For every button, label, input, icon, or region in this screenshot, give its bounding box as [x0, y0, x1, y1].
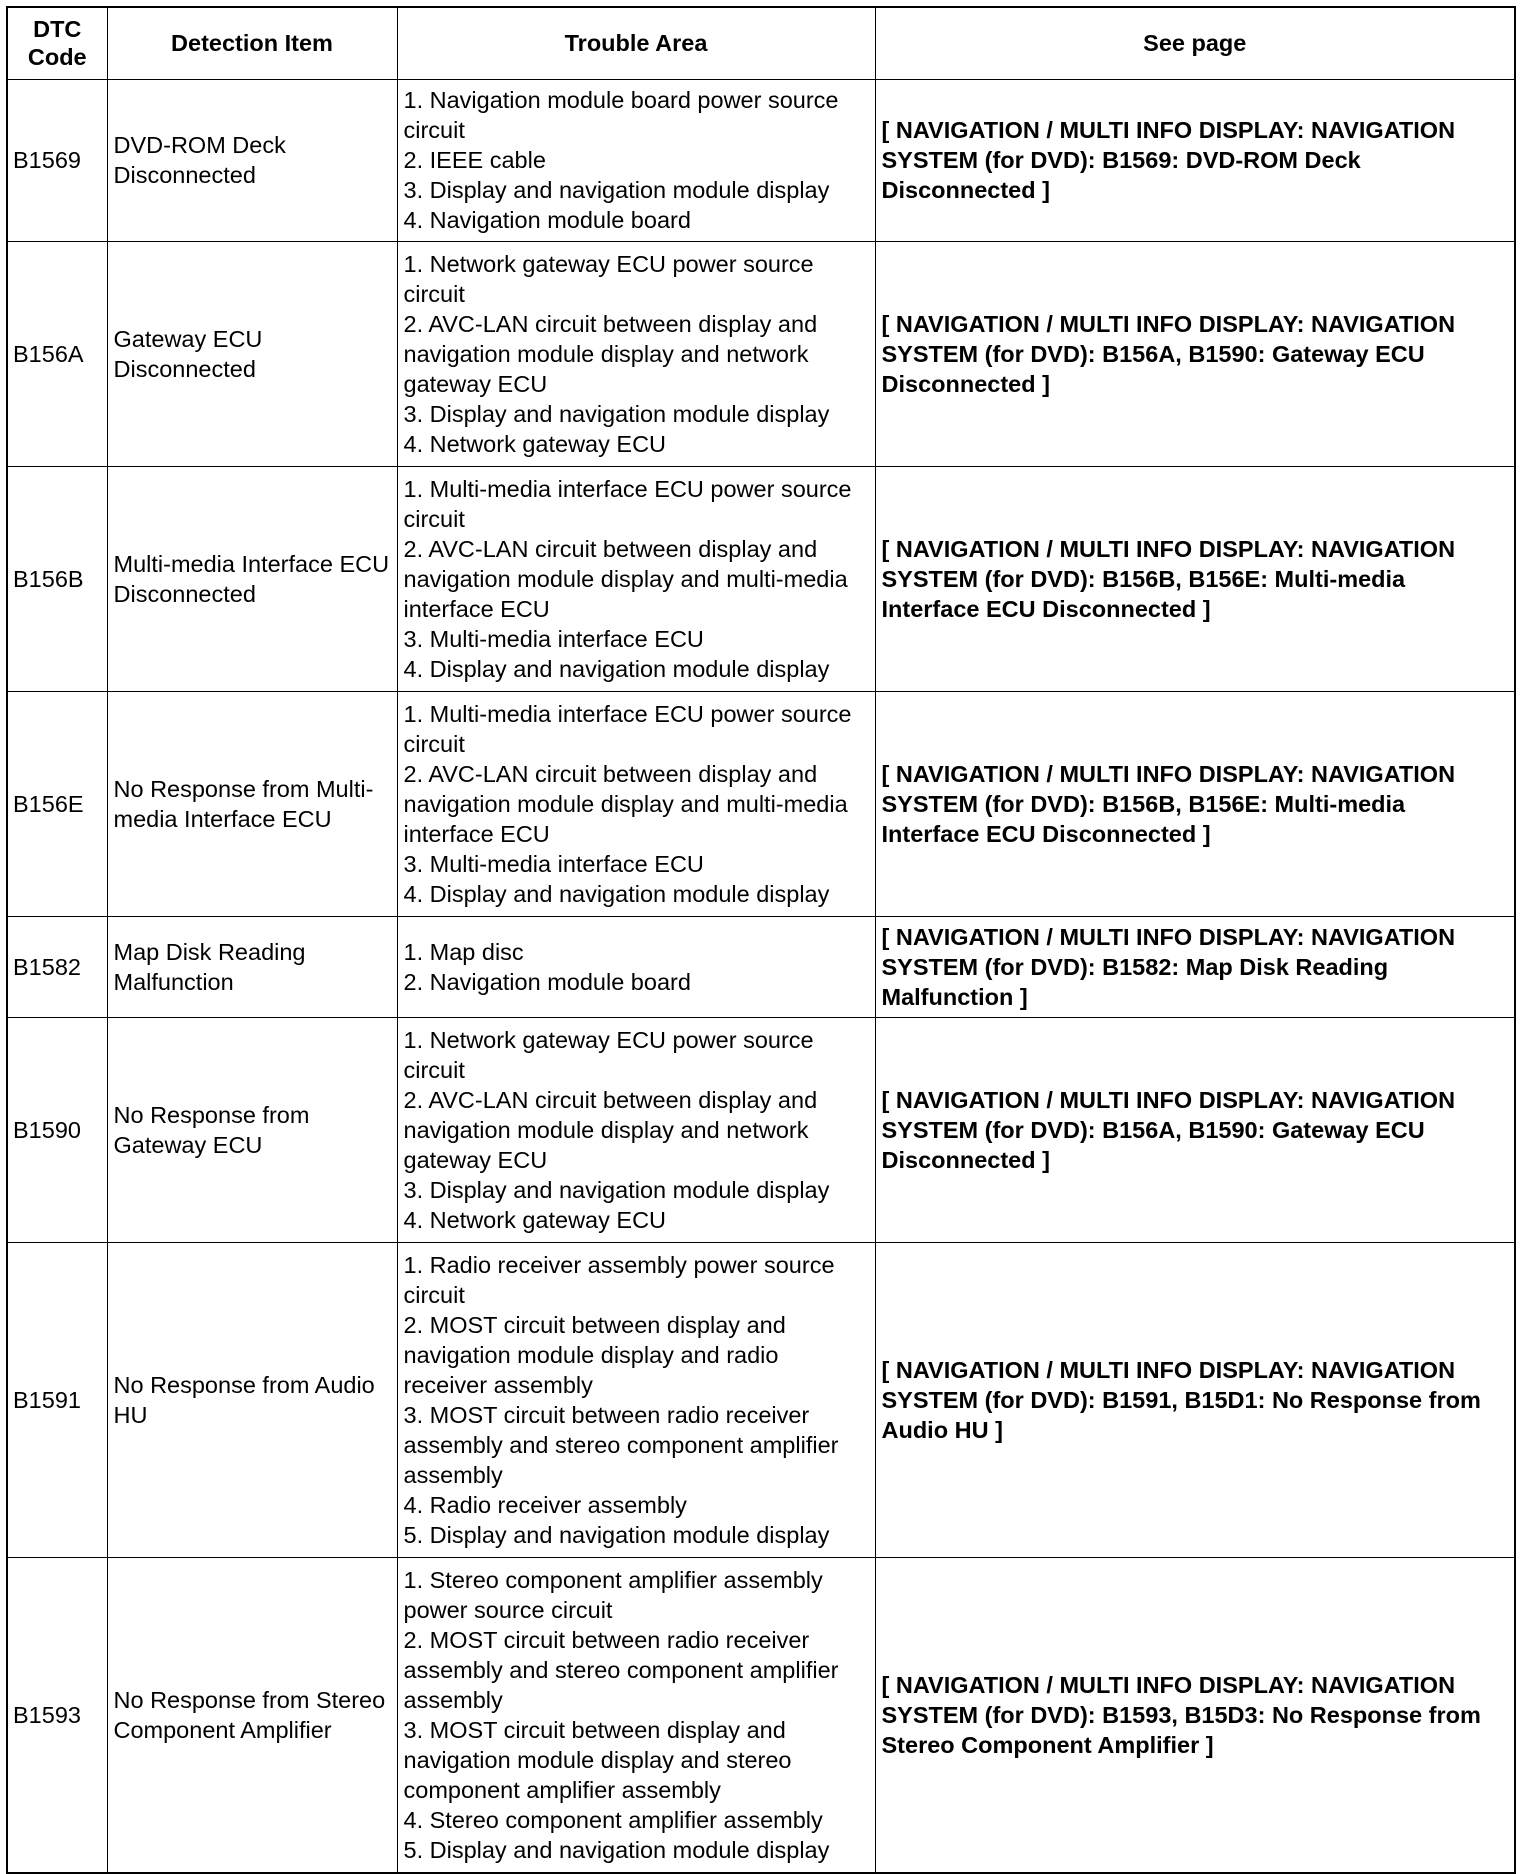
dtc-code: B156A: [7, 241, 107, 466]
trouble-area-item: 1. Network gateway ECU power source circuit: [403, 250, 814, 307]
trouble-area: [397, 1557, 875, 1873]
trouble-area: [397, 79, 875, 241]
trouble-area-item: 2. AVC-LAN circuit between display and navigation module display and multi-media interface ECU: [403, 535, 848, 622]
header-see-page: See page: [875, 7, 1515, 79]
trouble-area-item: 4. Navigation module board: [403, 207, 691, 233]
document-page: [6, 6, 1514, 1863]
table-row: [7, 466, 1515, 691]
see-page-link[interactable]: [ NAVIGATION / MULTI INFO DISPLAY: NAVIGATION SYSTEM (for DVD): B156B, B156E: Multi-media Interface ECU Disconnected ]: [875, 466, 1515, 691]
detection-item: No Response from Stereo Component Amplifier: [107, 1557, 397, 1873]
table-row: [7, 1557, 1515, 1873]
dtc-table: [6, 6, 1516, 1874]
trouble-area-item: 3. Multi-media interface ECU: [403, 850, 704, 877]
table-body: [7, 79, 1515, 1873]
trouble-area-item: 2. AVC-LAN circuit between display and navigation module display and multi-media interface ECU: [403, 760, 848, 847]
dtc-code: B1591: [7, 1242, 107, 1557]
table-row: [7, 916, 1515, 1017]
table-row: [7, 1242, 1515, 1557]
header-detection-item: Detection Item: [107, 7, 397, 79]
see-page-link[interactable]: [ NAVIGATION / MULTI INFO DISPLAY: NAVIGATION SYSTEM (for DVD): B156B, B156E: Multi-media Interface ECU Disconnected ]: [875, 691, 1515, 916]
dtc-code: B1582: [7, 916, 107, 1017]
trouble-area-item: 4. Radio receiver assembly: [403, 1491, 687, 1518]
trouble-area: [397, 1017, 875, 1242]
table-row: [7, 79, 1515, 241]
see-page-link[interactable]: [ NAVIGATION / MULTI INFO DISPLAY: NAVIGATION SYSTEM (for DVD): B1569: DVD-ROM Deck Disconnected ]: [875, 79, 1515, 241]
detection-item: Map Disk Reading Malfunction: [107, 916, 397, 1017]
trouble-area-item: 4. Display and navigation module display: [403, 880, 830, 907]
trouble-area-item: 2. IEEE cable: [403, 147, 546, 173]
trouble-area-item: 5. Display and navigation module display: [403, 1521, 830, 1548]
trouble-area-item: 3. Display and navigation module display: [403, 400, 830, 427]
trouble-area-item: 1. Multi-media interface ECU power source circuit: [403, 475, 852, 532]
table-row: [7, 1017, 1515, 1242]
trouble-area-item: 1. Map disc: [403, 938, 524, 965]
dtc-code: B1590: [7, 1017, 107, 1242]
header-row: [7, 7, 1515, 79]
trouble-area-item: 3. Multi-media interface ECU: [403, 625, 704, 652]
detection-item: No Response from Gateway ECU: [107, 1017, 397, 1242]
detection-item: DVD-ROM Deck Disconnected: [107, 79, 397, 241]
trouble-area: [397, 466, 875, 691]
trouble-area-item: 4. Network gateway ECU: [403, 1206, 667, 1233]
header-dtc-code: DTC Code: [7, 7, 107, 79]
trouble-area: [397, 241, 875, 466]
trouble-area-item: 1. Radio receiver assembly power source circuit: [403, 1251, 835, 1308]
detection-item: Gateway ECU Disconnected: [107, 241, 397, 466]
trouble-area-item: 3. MOST circuit between radio receiver assembly and stereo component amplifier assembly: [403, 1401, 839, 1488]
trouble-area-item: 5. Display and navigation module display: [403, 1836, 830, 1863]
trouble-area-item: 4. Network gateway ECU: [403, 430, 667, 457]
see-page-link[interactable]: [ NAVIGATION / MULTI INFO DISPLAY: NAVIGATION SYSTEM (for DVD): B1593, B15D3: No Response from Stereo Component Amplifier ]: [875, 1557, 1515, 1873]
trouble-area-item: 4. Display and navigation module display: [403, 655, 830, 682]
dtc-code: B1593: [7, 1557, 107, 1873]
trouble-area-item: 3. MOST circuit between display and navigation module display and stereo component amplifier assembly: [403, 1716, 792, 1803]
header-trouble-area: Trouble Area: [397, 7, 875, 79]
trouble-area: [397, 916, 875, 1017]
trouble-area: [397, 1242, 875, 1557]
see-page-link[interactable]: [ NAVIGATION / MULTI INFO DISPLAY: NAVIGATION SYSTEM (for DVD): B1591, B15D1: No Response from Audio HU ]: [875, 1242, 1515, 1557]
trouble-area-item: 3. Display and navigation module display: [403, 177, 830, 203]
dtc-code: B1569: [7, 79, 107, 241]
trouble-area-item: 2. MOST circuit between radio receiver assembly and stereo component amplifier assembly: [403, 1626, 839, 1713]
dtc-code: B156E: [7, 691, 107, 916]
trouble-area-item: 1. Network gateway ECU power source circuit: [403, 1026, 814, 1083]
trouble-area-item: 2. MOST circuit between display and navigation module display and radio receiver assembly: [403, 1311, 786, 1398]
detection-item: No Response from Multi-media Interface ECU: [107, 691, 397, 916]
table-row: [7, 691, 1515, 916]
detection-item: No Response from Audio HU: [107, 1242, 397, 1557]
trouble-area: [397, 691, 875, 916]
trouble-area-item: 2. AVC-LAN circuit between display and navigation module display and network gateway ECU: [403, 1086, 818, 1173]
see-page-link[interactable]: [ NAVIGATION / MULTI INFO DISPLAY: NAVIGATION SYSTEM (for DVD): B156A, B1590: Gateway ECU Disconnected ]: [875, 1017, 1515, 1242]
trouble-area-item: 2. AVC-LAN circuit between display and navigation module display and network gateway ECU: [403, 310, 818, 397]
trouble-area-item: 2. Navigation module board: [403, 968, 691, 995]
see-page-link[interactable]: [ NAVIGATION / MULTI INFO DISPLAY: NAVIGATION SYSTEM (for DVD): B1582: Map Disk Reading Malfunction ]: [875, 916, 1515, 1017]
see-page-link[interactable]: [ NAVIGATION / MULTI INFO DISPLAY: NAVIGATION SYSTEM (for DVD): B156A, B1590: Gateway ECU Disconnected ]: [875, 241, 1515, 466]
trouble-area-item: 1. Stereo component amplifier assembly power source circuit: [403, 1566, 823, 1623]
trouble-area-item: 3. Display and navigation module display: [403, 1176, 830, 1203]
trouble-area-item: 1. Navigation module board power source circuit: [403, 87, 839, 143]
table-row: [7, 241, 1515, 466]
trouble-area-item: 4. Stereo component amplifier assembly: [403, 1806, 823, 1833]
trouble-area-item: 1. Multi-media interface ECU power source circuit: [403, 700, 852, 757]
detection-item: Multi-media Interface ECU Disconnected: [107, 466, 397, 691]
dtc-code: B156B: [7, 466, 107, 691]
